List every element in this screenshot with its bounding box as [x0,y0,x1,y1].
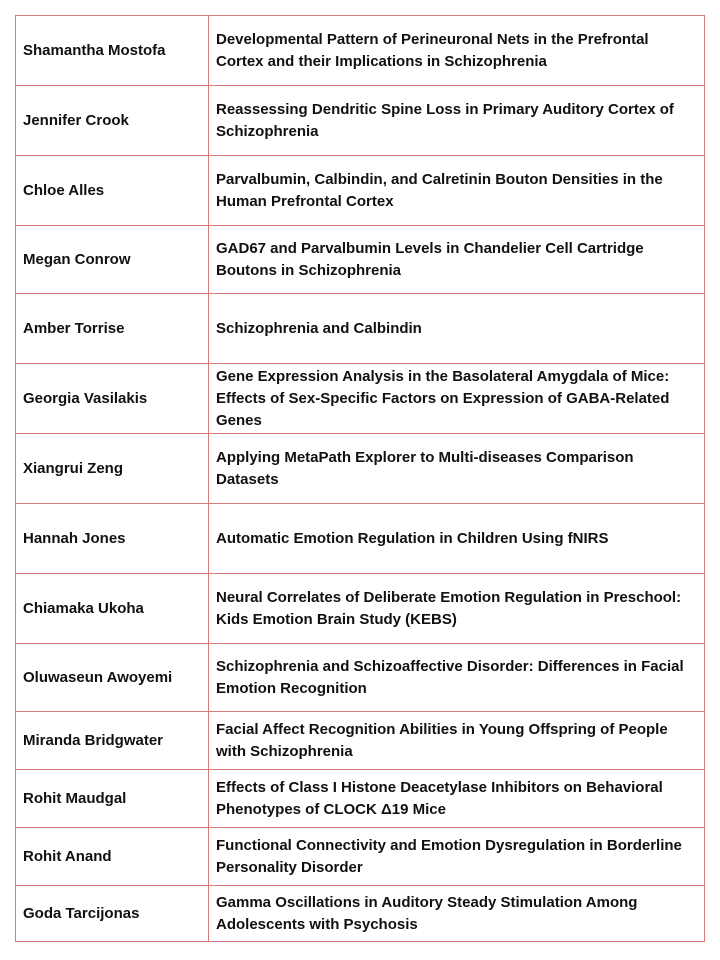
presentation-title: Facial Affect Recognition Abilities in Young Offspring of People with Schizophrenia [209,712,705,770]
presentation-title: Gene Expression Analysis in the Basolateral Amygdala of Mice: Effects of Sex-Specific Factors on Expression of GABA-Related Genes [209,364,705,434]
presenter-name: Georgia Vasilakis [16,364,209,434]
presenter-name: Xiangrui Zeng [16,434,209,504]
presentation-title: Effects of Class I Histone Deacetylase Inhibitors on Behavioral Phenotypes of CLOCK Δ19 Mice [209,770,705,828]
table-row [16,886,705,942]
presentation-title: Schizophrenia and Schizoaffective Disorder: Differences in Facial Emotion Recognition [209,644,705,712]
table-row [16,770,705,828]
presenter-name: Jennifer Crook [16,86,209,156]
presentation-title: Gamma Oscillations in Auditory Steady Stimulation Among Adolescents with Psychosis [209,886,705,942]
table-row [16,86,705,156]
table-row [16,828,705,886]
table-row [16,364,705,434]
presentation-title: Parvalbumin, Calbindin, and Calretinin Bouton Densities in the Human Prefrontal Cortex [209,156,705,226]
presentation-title: Developmental Pattern of Perineuronal Nets in the Prefrontal Cortex and their Implications in Schizophrenia [209,16,705,86]
table-row [16,156,705,226]
presentation-title: Neural Correlates of Deliberate Emotion Regulation in Preschool: Kids Emotion Brain Study (KEBS) [209,574,705,644]
presenter-name: Goda Tarcijonas [16,886,209,942]
table-row [16,294,705,364]
presenter-name: Chiamaka Ukoha [16,574,209,644]
presenter-name: Megan Conrow [16,226,209,294]
table-row [16,226,705,294]
table-row [16,434,705,504]
table-row [16,16,705,86]
presenter-name: Shamantha Mostofa [16,16,209,86]
presentation-title: Functional Connectivity and Emotion Dysregulation in Borderline Personality Disorder [209,828,705,886]
presentation-title: Schizophrenia and Calbindin [209,294,705,364]
table-row [16,574,705,644]
presenter-name: Rohit Maudgal [16,770,209,828]
presenter-table [15,15,705,942]
presenter-name: Amber Torrise [16,294,209,364]
presentation-title: GAD67 and Parvalbumin Levels in Chandelier Cell Cartridge Boutons in Schizophrenia [209,226,705,294]
table-row [16,712,705,770]
presenter-name: Rohit Anand [16,828,209,886]
table-row [16,644,705,712]
presenter-name: Oluwaseun Awoyemi [16,644,209,712]
table-row [16,504,705,574]
presenter-name: Chloe Alles [16,156,209,226]
presentation-title: Reassessing Dendritic Spine Loss in Primary Auditory Cortex of Schizophrenia [209,86,705,156]
presenter-name: Miranda Bridgwater [16,712,209,770]
presentation-title: Automatic Emotion Regulation in Children Using fNIRS [209,504,705,574]
presentation-title: Applying MetaPath Explorer to Multi-diseases Comparison Datasets [209,434,705,504]
presenter-name: Hannah Jones [16,504,209,574]
